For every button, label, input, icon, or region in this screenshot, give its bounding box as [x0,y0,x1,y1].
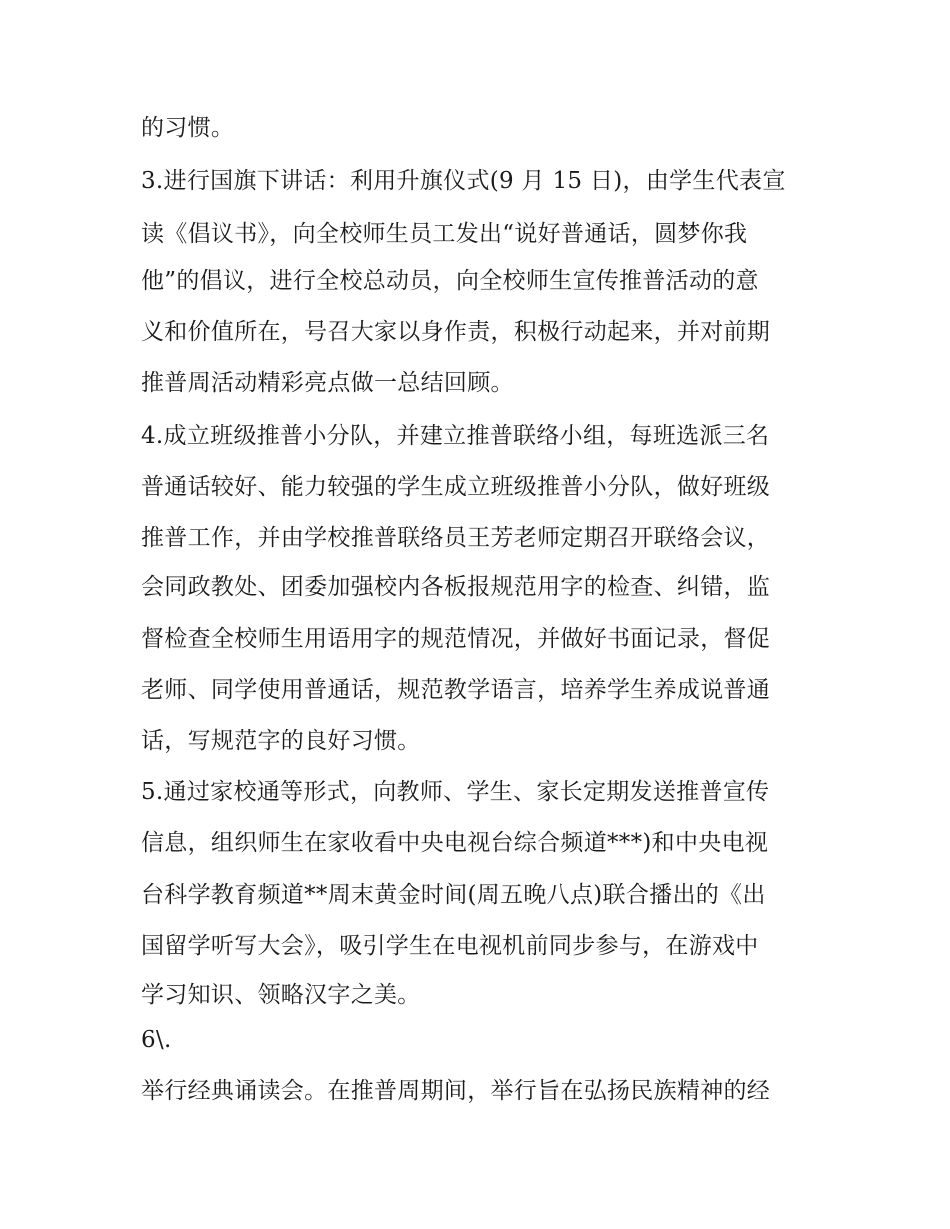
text-line: 6\. [141,1027,172,1053]
text-line: 义和价值所在，号召大家以身作责，积极行动起来，并对前期 [141,319,771,345]
text-line: 话，写规范字的良好习惯。 [141,728,421,754]
text-line: 普通话较好、能力较强的学生成立班级推普小分队，做好班级 [141,474,771,500]
text-line: 3.进行国旗下讲话：利用升旗仪式(9 月 15 日)，由学生代表宣 [141,168,786,194]
text-line: 学习知识、领略汉字之美。 [141,982,421,1008]
text-line: 推普周活动精彩亮点做一总结回顾。 [141,370,514,396]
text-line: 老师、同学使用普通话，规范教学语言，培养学生养成说普通 [141,677,771,703]
text-line: 信息，组织师生在家收看中央电视台综合频道***)和中央电视 [141,830,769,856]
text-line: 的习惯。 [141,115,235,141]
text-line: 举行经典诵读会。在推普周期间，举行旨在弘扬民族精神的经 [141,1078,771,1104]
text-line: 读《倡议书》，向全校师生员工发出“说好普通话，圆梦你我 [141,221,748,247]
text-line: 国留学听写大会》，吸引学生在电视机前同步参与，在游戏中 [141,933,759,959]
text-line: 4.成立班级推普小分队，并建立推普联络小组，每班选派三名 [141,423,770,449]
text-line: 5.通过家校通等形式，向教师、学生、家长定期发送推普宣传 [141,779,770,805]
text-line: 督检查全校师生用语用字的规范情况，并做好书面记录，督促 [141,626,771,652]
text-line: 台科学教育频道**周末黄金时间(周五晚八点)联合播出的《出 [141,882,766,908]
text-line: 会同政教处、团委加强校内各板报规范用字的检查、纠错，监 [141,574,771,600]
text-line: 他”的倡议，进行全校总动员，向全校师生宣传推普活动的意 [141,268,759,294]
text-line: 推普工作，并由学校推普联络员王芳老师定期召开联络会议， [141,525,771,551]
